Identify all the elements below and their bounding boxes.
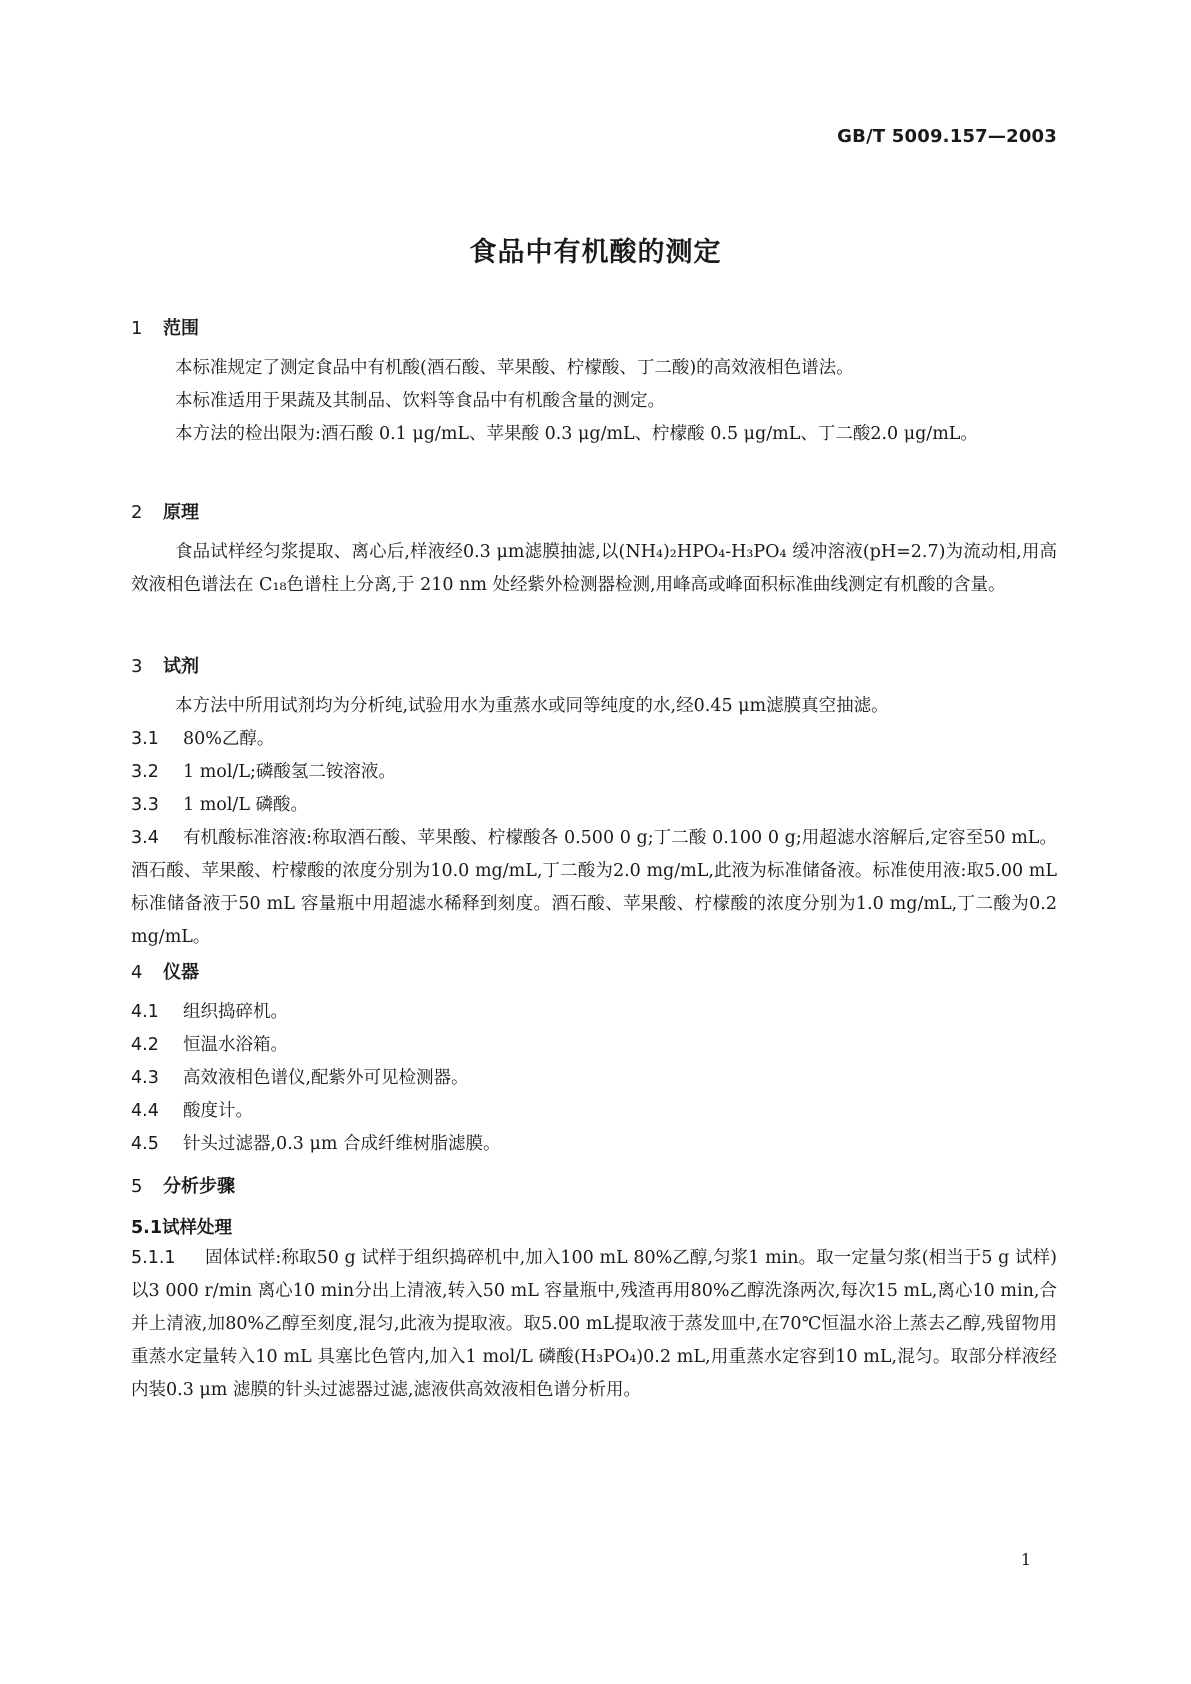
page-number: 1 — [1020, 1550, 1031, 1569]
section-2-heading — [131, 498, 199, 524]
section-number: 1 — [131, 318, 143, 339]
clause-3-4: 3.4 有机酸标准溶液:称取酒石酸、苹果酸、柠檬酸各 0.500 0 g;丁二酸 0.100 0 g;用超滤水溶解后,定容至50 mL。酒石酸、苹果酸、柠檬酸的浓度分别为10.0 mg/mL,丁二酸为2.0 mg/mL,此液为标准储备液。标准使用液:取5.00 mL 标准储备液于50 mL 容量瓶中用超滤水稀释到刻度。酒石酸、苹果酸、柠檬酸的浓度分别为1.0 mg/mL,丁二酸为0.2 mg/mL。 — [131, 828, 1057, 947]
clause-3-2: 3.2 1 mol/L;磷酸氢二铵溶液。 — [131, 762, 396, 782]
paragraph: 本标准适用于果蔬及其制品、饮料等食品中有机酸含量的测定。 — [175, 391, 665, 411]
clause-4-1: 4.1 组织捣碎机。 — [131, 1002, 288, 1022]
section-4-heading — [131, 958, 199, 984]
clause-3-1: 3.1 80%乙醇。 — [131, 729, 275, 749]
section-title: 试剂 — [163, 656, 199, 677]
clause-3-3: 3.3 1 mol/L 磷酸。 — [131, 795, 309, 815]
subsection-5-1-heading: 5.1试样处理 — [131, 1218, 233, 1238]
document-title: 食品中有机酸的测定 — [469, 237, 722, 268]
section-5-heading — [131, 1172, 235, 1198]
section-number: 3 — [131, 656, 143, 677]
section-3-heading — [131, 652, 199, 678]
section-title: 仪器 — [163, 962, 199, 983]
clause-4-2: 4.2 恒温水浴箱。 — [131, 1035, 288, 1055]
clause-4-4: 4.4 酸度计。 — [131, 1101, 253, 1121]
section-title: 分析步骤 — [163, 1176, 235, 1197]
section-number: 5 — [131, 1176, 143, 1197]
section-number: 2 — [131, 502, 143, 523]
paragraph: 本方法的检出限为:酒石酸 0.1 μg/mL、苹果酸 0.3 μg/mL、柠檬酸 0.5 μg/mL、丁二酸2.0 μg/mL。 — [175, 424, 978, 444]
standard-number: GB/T 5009.157—2003 — [837, 126, 1057, 147]
section-number: 4 — [131, 962, 143, 983]
paragraph: 食品试样经匀浆提取、离心后,样液经0.3 μm滤膜抽滤,以(NH₄)₂HPO₄-H₃PO₄ 缓冲溶液(pH=2.7)为流动相,用高效液相色谱法在 C₁₈色谱柱上分离,于 210 nm 处经紫外检测器检测,用峰高或峰面积标准曲线测定有机酸的含量。 — [131, 542, 1057, 595]
paragraph: 本标准规定了测定食品中有机酸(酒石酸、苹果酸、柠檬酸、丁二酸)的高效液相色谱法。 — [175, 358, 854, 378]
paragraph: 本方法中所用试剂均为分析纯,试验用水为重蒸水或同等纯度的水,经0.45 μm滤膜真空抽滤。 — [175, 696, 889, 716]
clause-4-3: 4.3 高效液相色谱仪,配紫外可见检测器。 — [131, 1068, 469, 1088]
section-1-heading — [131, 314, 199, 340]
section-title: 原理 — [163, 502, 199, 523]
clause-4-5: 4.5 针头过滤器,0.3 μm 合成纤维树脂滤膜。 — [131, 1134, 501, 1154]
clause-5-1-1: 5.1.1 固体试样:称取50 g 试样于组织捣碎机中,加入100 mL 80%乙醇,匀浆1 min。取一定量匀浆(相当于5 g 试样)以3 000 r/min 离心10 min分出上清液,转入50 mL 容量瓶中,残渣再用80%乙醇洗涤两次,每次15 mL,离心10 min,合并上清液,加80%乙醇至刻度,混匀,此液为提取液。取5.00 mL提取液于蒸发皿中,在70℃恒温水浴上蒸去乙醇,残留物用重蒸水定量转入10 mL 具塞比色管内,加入1 mol/L 磷酸(H₃PO₄)0.2 mL,用重蒸水定容到10 mL,混匀。取部分样液经内装0.3 μm 滤膜的针头过滤器过滤,滤液供高效液相色谱分析用。 — [131, 1248, 1057, 1400]
section-title: 范围 — [163, 318, 199, 339]
